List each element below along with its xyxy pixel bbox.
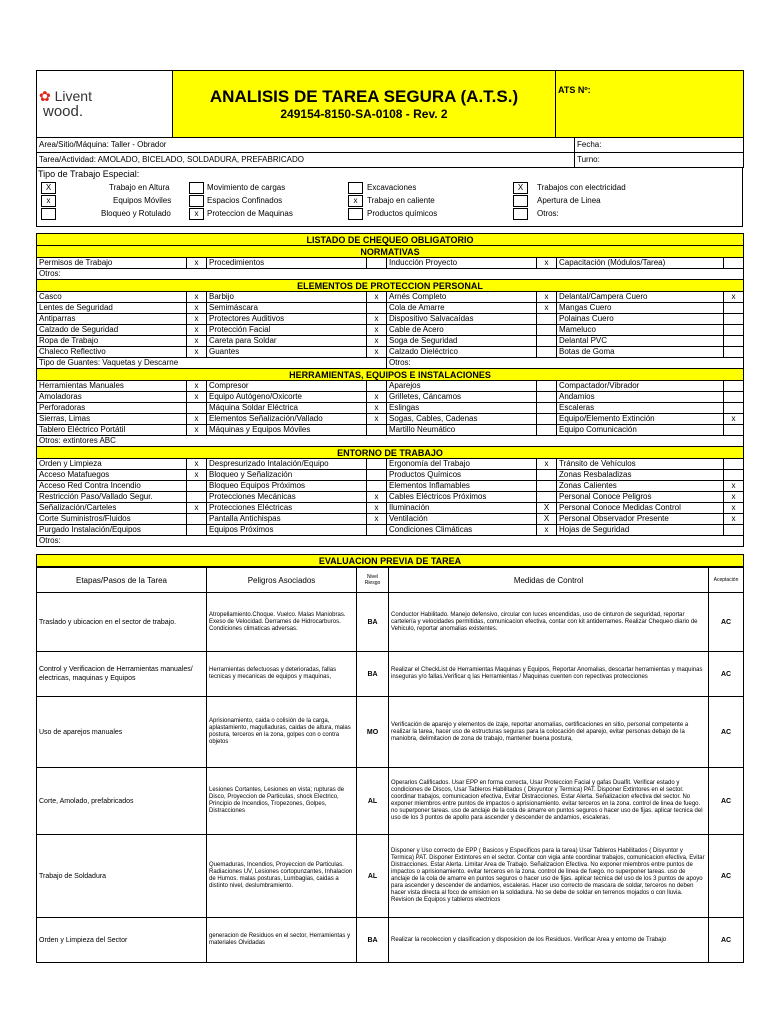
- page-title: ANALISIS DE TAREA SEGURA (A.T.S.): [209, 87, 519, 106]
- section-evaluacion: EVALUACION PREVIA DE TAREA: [37, 555, 744, 567]
- check-mark[interactable]: [537, 347, 557, 358]
- evaluation-row: [37, 593, 744, 652]
- check-mark[interactable]: [724, 381, 744, 392]
- medidas-cell: Operarios Calificados. Usar EPP en forma correcta, Usar Proteccion Facial y gafas Dualfit. Verificar estado y condiciones de Discos, Usar Tableros Habilitados ( Disyuntor y Termica) PAT. Disponer Extintores en el sector. coordinar trabajos, comunicacion efectiva, Evitar Distracciones. Estar Alerta. Señalizacion efectiva del sector. No exponer miembros entre puntos de impactos o aprisionamiento. evitar terceros en la zona. control de linea de fuego. no superponer tareas. uso de anclaje de la cola de amarre en puntos seguros o hacer uso de fijas. aplicar tecnica del uso de los 3 puntos de apollo para ascender y descender de andamios, escaleras.: [389, 768, 709, 835]
- item-label: Calzado de Seguridad: [37, 325, 187, 336]
- check-mark[interactable]: [537, 325, 557, 336]
- area-field: Area/Sitio/Máquina: Taller - Obrador: [37, 138, 575, 153]
- livent-mark-icon: ✿: [39, 88, 51, 104]
- etapa-cell: Uso de aparejos manuales: [37, 697, 207, 768]
- check-mark[interactable]: x: [187, 470, 207, 481]
- item-label: Despresurizado Intalación/Equipo: [207, 459, 367, 470]
- item-label: Delantal PVC: [557, 336, 724, 347]
- item-label: Bloqueo y Señalización: [207, 470, 367, 481]
- col-peligros: Peligros Asociados: [207, 568, 357, 593]
- item-label: Tránsito de Vehículos: [557, 459, 724, 470]
- herramienta-row: [37, 381, 744, 392]
- section-normativas: NORMATIVAS: [37, 246, 744, 258]
- item-label: Amoladoras: [37, 392, 187, 403]
- check-mark[interactable]: [724, 459, 744, 470]
- evaluation-row: [37, 918, 744, 963]
- nivel-cell: BA: [357, 918, 389, 963]
- aceptacion-cell: AC: [709, 768, 744, 835]
- check-mark[interactable]: x: [187, 392, 207, 403]
- entorno-row: [37, 514, 744, 525]
- section-epp: ELEMENTOS DE PROTECCION PERSONAL: [37, 280, 744, 292]
- label-equipos-moviles: Equipos Móviles: [113, 196, 172, 205]
- label-altura: Trabajo en Altura: [109, 183, 170, 192]
- entorno-row: [37, 525, 744, 536]
- ats-form: [36, 70, 743, 963]
- item-label: Cola de Amarre: [387, 303, 537, 314]
- peligros-cell: Quemaduras, Incendios, Proyeccion de Particulas. Radiaciones UV, Lesiones cortopunzantes, Inhalacion de Humos. malas posturas, Lumbagias, caidas a distinto nivel, deslumbramiento.: [207, 835, 357, 918]
- evaluation-table: [36, 554, 744, 567]
- label-espacios: Espacios Confinados: [207, 196, 283, 205]
- label-excavaciones: Excavaciones: [367, 183, 417, 192]
- check-mark[interactable]: [537, 392, 557, 403]
- item-label: Aparejos: [387, 381, 537, 392]
- checkbox-apertura[interactable]: [513, 195, 528, 207]
- label-otros: Otros:: [537, 209, 559, 218]
- label-proteccion-maq: Proteccion de Maquinas: [207, 209, 293, 218]
- check-mark[interactable]: X: [537, 514, 557, 525]
- item-label: Ventilación: [387, 514, 537, 525]
- nivel-cell: BA: [357, 593, 389, 652]
- checkbox-electricidad[interactable]: X: [513, 182, 528, 194]
- item-label: Lentes de Seguridad: [37, 303, 187, 314]
- item-label: Calzado Dieléctrico: [387, 347, 537, 358]
- item-label: Elementos Señalización/Vallado: [207, 414, 367, 425]
- check-mark[interactable]: x: [724, 292, 744, 303]
- medidas-cell: Disponer y Uso correcto de EPP ( Basicos y Especificos para la tarea) Usar Tableros Habilitados ( Disyuntor y Termica) PAT. Disponer Extintores en el sector. Contar con vigia ante coordinar trabajos, comunicacion efectiva, Evitar Distracciones. Estar Alerta. Limitar Area de Trabajo. Señalizacion Efectiva. No exponer miembros entre puntos de impactos o aprisionamiento. evitar terceros en la zona. control de linea de fuego. no superponer tareas. uso de anclaje de la cola de amarre en puntos seguros o hacer uso de fijas. aplicar tecnica del uso de los 3 puntos de apoyo para ascender y descender de andamios, escaleras. Hacer uso correcto de mascara de soldar, terceros no deben hacer vista directa al foco de emision en la soldadura. No se debe de soldar en terrenos mojados o con lluvia. Revision de Equipos y tableros electricos: [389, 835, 709, 918]
- item-label: Martillo Neumático: [387, 425, 537, 436]
- doc-code: 249154-8150-SA-0108 - Rev. 2: [280, 107, 448, 121]
- item-label: Elementos Inflamables: [387, 481, 537, 492]
- ats-number: ATS Nº:: [556, 71, 744, 138]
- check-mark[interactable]: x: [724, 414, 744, 425]
- aceptacion-cell: AC: [709, 918, 744, 963]
- item-label: Tablero Eléctrico Portátil: [37, 425, 187, 436]
- item-label: Protectores Auditivos: [207, 314, 367, 325]
- item-label: Mameluco: [557, 325, 724, 336]
- item-label: Ergonomía del Trabajo: [387, 459, 537, 470]
- item-label: Botas de Goma: [557, 347, 724, 358]
- item-label: Casco: [37, 292, 187, 303]
- etapa-cell: Corte, Amolado, prefabricados: [37, 768, 207, 835]
- check-mark[interactable]: x: [367, 392, 387, 403]
- item-label: Grilletes, Cáncamos: [387, 392, 537, 403]
- herramienta-row: [37, 392, 744, 403]
- item-label: Hojas de Seguridad: [557, 525, 724, 536]
- tarea-field: Tarea/Actividad: AMOLADO, BICELADO, SOLDADURA, PREFABRICADO: [37, 153, 575, 168]
- check-mark[interactable]: [724, 425, 744, 436]
- section-listado: LISTADO DE CHEQUEO OBLIGATORIO: [37, 234, 744, 246]
- item-label: Señalización/Carteles: [37, 503, 187, 514]
- label-mov-cargas: Movimiento de cargas: [207, 183, 286, 192]
- col-nivel: Nivel Riesgo: [357, 568, 389, 593]
- check-mark[interactable]: [537, 314, 557, 325]
- epp-row: [37, 303, 744, 314]
- evaluation-row: [37, 652, 744, 697]
- otros-field: Otros:: [37, 536, 744, 547]
- item-label: Guantes: [207, 347, 367, 358]
- label-quimicos: Productos químicos: [367, 209, 438, 218]
- check-mark[interactable]: [724, 314, 744, 325]
- entorno-row: [37, 481, 744, 492]
- herramienta-row: [37, 425, 744, 436]
- item-label: Acceso Red Contra Incendio: [37, 481, 187, 492]
- item-label: Escaleras: [557, 403, 724, 414]
- check-mark[interactable]: [724, 258, 744, 269]
- check-mark[interactable]: x: [187, 258, 207, 269]
- nivel-cell: AL: [357, 835, 389, 918]
- item-label: Equipo Autógeno/Oxicorte: [207, 392, 367, 403]
- epp-row: [37, 336, 744, 347]
- item-label: Pantalla Antichispas: [207, 514, 367, 525]
- etapa-cell: Orden y Limpieza del Sector: [37, 918, 207, 963]
- check-mark[interactable]: [724, 392, 744, 403]
- checkbox-quimicos[interactable]: [348, 208, 363, 220]
- check-mark[interactable]: [537, 425, 557, 436]
- peligros-cell: Atropellamiento.Choque. Vuelco. Malas Maniobras. Exeso de Velocidad. Derrames de Hidrocarburos. Condiciones climaticas adversas.: [207, 593, 357, 652]
- nivel-cell: AL: [357, 768, 389, 835]
- check-mark[interactable]: x: [187, 314, 207, 325]
- check-mark[interactable]: [724, 525, 744, 536]
- item-label: Inducción Proyecto: [387, 258, 537, 269]
- aceptacion-cell: AC: [709, 652, 744, 697]
- header-table: [36, 70, 744, 138]
- check-mark[interactable]: [367, 525, 387, 536]
- evaluation-row: [37, 768, 744, 835]
- item-label: Soga de Seguridad: [387, 336, 537, 347]
- check-mark[interactable]: [367, 470, 387, 481]
- check-mark[interactable]: [367, 258, 387, 269]
- otros-field: Otros: extintores ABC: [37, 436, 744, 447]
- item-label: Capacitación (Módulos/Tarea): [557, 258, 724, 269]
- etapa-cell: Traslado y ubicacion en el sector de trabajo.: [37, 593, 207, 652]
- check-mark[interactable]: x: [537, 292, 557, 303]
- label-electricidad: Trabajos con electricidad: [537, 183, 626, 192]
- otros-field: Otros:: [37, 269, 744, 280]
- check-mark[interactable]: X: [537, 503, 557, 514]
- peligros-cell: Herramientas defectuosas y deterioradas, fallas tecnicas y mecanicas de equipos y maquinas,: [207, 652, 357, 697]
- entorno-row: [37, 503, 744, 514]
- tipo-trabajo-section: [36, 168, 743, 227]
- checkbox-equipos-moviles[interactable]: x: [41, 195, 56, 207]
- item-label: Acceso Matafuegos: [37, 470, 187, 481]
- item-label: Ropa de Trabajo: [37, 336, 187, 347]
- check-mark[interactable]: x: [537, 258, 557, 269]
- label-caliente: Trabajo en caliente: [367, 196, 435, 205]
- item-label: Orden y Limpieza: [37, 459, 187, 470]
- item-label: Restricción Paso/Vallado Segur.: [37, 492, 187, 503]
- fecha-field: Fecha:: [575, 138, 744, 153]
- guantes-field: Tipo de Guantes: Vaquetas y Descarne: [37, 358, 387, 369]
- check-mark[interactable]: [724, 347, 744, 358]
- check-mark[interactable]: x: [367, 325, 387, 336]
- item-label: Personal Conoce Peligros: [557, 492, 724, 503]
- item-label: Eslingas: [387, 403, 537, 414]
- check-mark[interactable]: [724, 470, 744, 481]
- peligros-cell: Aprisionamiento, caida o colisión de la carga, aplastamiento, magulladuras, caidas de altura, malas postura, terceros en la zona, golpes con o contra objetos: [207, 697, 357, 768]
- check-mark[interactable]: [724, 336, 744, 347]
- item-label: Delantal/Campera Cuero: [557, 292, 724, 303]
- check-mark[interactable]: x: [187, 347, 207, 358]
- check-mark[interactable]: x: [367, 314, 387, 325]
- item-label: Zonas Resbaladizas: [557, 470, 724, 481]
- item-label: Personal Observador Presente: [557, 514, 724, 525]
- logo-text-livent: Livent: [54, 88, 92, 104]
- check-mark[interactable]: [537, 381, 557, 392]
- check-mark[interactable]: x: [187, 414, 207, 425]
- turno-field: Turno:: [575, 153, 744, 168]
- epp-row: [37, 292, 744, 303]
- check-mark[interactable]: [724, 403, 744, 414]
- livent-logo: [39, 88, 170, 104]
- medidas-cell: Conductor Habilitado. Manejo defensivo, circular con luces encendidas, uso de cinturon de seguridad, reportar cartelería y velocidades permitidas, comunicacion efectiva, contar con kit antiderrames. Realizar Chequeo diario de Vehiculo, reportar anomalias existentes.: [389, 593, 709, 652]
- check-mark[interactable]: x: [187, 459, 207, 470]
- item-label: Sogas, Cables, Cadenas: [387, 414, 537, 425]
- item-label: Perforadoras: [37, 403, 187, 414]
- check-mark[interactable]: [367, 425, 387, 436]
- check-mark[interactable]: x: [187, 425, 207, 436]
- check-mark[interactable]: x: [724, 481, 744, 492]
- check-mark[interactable]: x: [187, 303, 207, 314]
- check-mark[interactable]: [187, 403, 207, 414]
- check-mark[interactable]: x: [187, 325, 207, 336]
- check-mark[interactable]: x: [187, 336, 207, 347]
- title-cell: [173, 71, 556, 138]
- check-mark[interactable]: [367, 481, 387, 492]
- aceptacion-cell: AC: [709, 593, 744, 652]
- check-mark[interactable]: [724, 303, 744, 314]
- check-mark[interactable]: [187, 514, 207, 525]
- check-mark[interactable]: x: [367, 514, 387, 525]
- check-mark[interactable]: [537, 403, 557, 414]
- check-mark[interactable]: [537, 481, 557, 492]
- check-mark[interactable]: x: [537, 303, 557, 314]
- otros-field: Otros:: [387, 358, 744, 369]
- item-label: Compactador/Vibrador: [557, 381, 724, 392]
- item-label: Condiciones Climáticas: [387, 525, 537, 536]
- section-herramientas: HERRAMIENTAS, EQUIPOS E INSTALACIONES: [37, 369, 744, 381]
- peligros-cell: generacion de Residuos en el sector, Herramientas y materiales Olvidadas: [207, 918, 357, 963]
- section-entorno: ENTORNO DE TRABAJO: [37, 447, 744, 459]
- check-mark[interactable]: x: [537, 525, 557, 536]
- check-mark[interactable]: x: [367, 403, 387, 414]
- evaluation-grid: [36, 567, 744, 963]
- check-mark[interactable]: [367, 459, 387, 470]
- item-label: Procedimientos: [207, 258, 367, 269]
- aceptacion-cell: AC: [709, 697, 744, 768]
- tipo-label: Tipo de Trabajo Especial:: [38, 169, 140, 179]
- item-label: Equipo Comunicación: [557, 425, 724, 436]
- check-mark[interactable]: [537, 336, 557, 347]
- check-mark[interactable]: [537, 492, 557, 503]
- item-label: Semimáscara: [207, 303, 367, 314]
- check-mark[interactable]: x: [187, 381, 207, 392]
- item-label: Equipo/Elemento Extinción: [557, 414, 724, 425]
- col-etapas: Etapas/Pasos de la Tarea: [37, 568, 207, 593]
- wood-logo: wood.: [43, 103, 84, 120]
- check-mark[interactable]: [724, 325, 744, 336]
- item-label: Corte Suministros/Fluidos: [37, 514, 187, 525]
- logo: [37, 71, 173, 138]
- item-label: Careta para Soldar: [207, 336, 367, 347]
- item-label: Productos Químicos: [387, 470, 537, 481]
- check-mark[interactable]: [187, 481, 207, 492]
- check-mark[interactable]: x: [367, 292, 387, 303]
- col-aceptacion: Aceptación: [709, 568, 744, 593]
- evaluation-row: [37, 697, 744, 768]
- item-label: Bloqueo Equipos Próximos: [207, 481, 367, 492]
- check-mark[interactable]: x: [187, 503, 207, 514]
- entorno-row: [37, 459, 744, 470]
- check-mark[interactable]: [537, 414, 557, 425]
- etapa-cell: Control y Verificacion de Herramientas manuales/ electricas, maquinas y Equipos: [37, 652, 207, 697]
- epp-row: [37, 325, 744, 336]
- checklist-table: [36, 233, 744, 547]
- normativa-row: [37, 258, 744, 269]
- item-label: Protecciones Mecánicas: [207, 492, 367, 503]
- peligros-cell: Lesiones Cortantes, Lesiones en vista; rupturas de Disco, Proyeccion de Particulas, shock Electrico, Principio de Incendios, Tropezones, Golpes, Distracciones: [207, 768, 357, 835]
- checkbox-otros[interactable]: [513, 208, 528, 220]
- item-label: Barbijo: [207, 292, 367, 303]
- nivel-cell: BA: [357, 652, 389, 697]
- item-label: Arnés Completo: [387, 292, 537, 303]
- item-label: Mangas Cuero: [557, 303, 724, 314]
- check-mark[interactable]: x: [367, 414, 387, 425]
- epp-row: [37, 347, 744, 358]
- check-mark[interactable]: x: [724, 503, 744, 514]
- check-mark[interactable]: [367, 381, 387, 392]
- item-label: Cable de Acero: [387, 325, 537, 336]
- item-label: Personal Conoce Medidas Control: [557, 503, 724, 514]
- check-mark[interactable]: x: [187, 292, 207, 303]
- item-label: Cables Eléctricos Próximos: [387, 492, 537, 503]
- medidas-cell: Realizar la recoleccion y clasificacion y disposicion de los Residuos. Verificar Area y entorno de Trabajo: [389, 918, 709, 963]
- check-mark[interactable]: [187, 525, 207, 536]
- item-label: Dispositivo Salvacaídas: [387, 314, 537, 325]
- check-mark[interactable]: x: [537, 459, 557, 470]
- item-label: Máquinas y Equipos Móviles: [207, 425, 367, 436]
- check-mark[interactable]: x: [724, 492, 744, 503]
- checkbox-mov-cargas[interactable]: [189, 182, 204, 194]
- etapa-cell: Trabajo de Soldadura: [37, 835, 207, 918]
- nivel-cell: MO: [357, 697, 389, 768]
- item-label: Compresor: [207, 381, 367, 392]
- item-label: Protección Facial: [207, 325, 367, 336]
- item-label: Andamios: [557, 392, 724, 403]
- checkbox-bloqueo[interactable]: [41, 208, 56, 220]
- medidas-cell: Verificación de aparejo y elementos de izaje, reportar anomalías, certificaciones en sitio, personal competente a realizar la tarea, hacer uso de estructuras seguras para la colocación del aparejo, evitar personas debajo de la maniobra, delimitacion de zona de trabajo, mantener buena postura,: [389, 697, 709, 768]
- item-label: Purgado Instalación/Equipos: [37, 525, 187, 536]
- check-mark[interactable]: [367, 303, 387, 314]
- item-label: Protecciones Eléctricas: [207, 503, 367, 514]
- check-mark[interactable]: x: [367, 503, 387, 514]
- item-label: Equipos Próximos: [207, 525, 367, 536]
- check-mark[interactable]: [187, 492, 207, 503]
- check-mark[interactable]: x: [367, 347, 387, 358]
- label-bloqueo: Bloqueo y Rotulado: [101, 209, 171, 218]
- checkbox-espacios[interactable]: [189, 195, 204, 207]
- check-mark[interactable]: x: [367, 492, 387, 503]
- item-label: Iluminación: [387, 503, 537, 514]
- col-medidas: Medidas de Control: [389, 568, 709, 593]
- item-label: Zonas Calientes: [557, 481, 724, 492]
- aceptacion-cell: AC: [709, 835, 744, 918]
- medidas-cell: Realizar el CheckList de Herramientas Maquinas y Equipos, Reportar Anomalias, descartar herramientas y maquinas inseguras y/o fallas.Verificar q las Herramientas / Maquinas cuenten con repectivas protecciones: [389, 652, 709, 697]
- item-label: Sierras, Limas: [37, 414, 187, 425]
- checkbox-altura[interactable]: X: [41, 182, 56, 194]
- herramienta-row: [37, 414, 744, 425]
- evaluation-row: [37, 835, 744, 918]
- info-table: [36, 138, 744, 168]
- item-label: Permisos de Trabajo: [37, 258, 187, 269]
- check-mark[interactable]: [537, 470, 557, 481]
- check-mark[interactable]: x: [724, 514, 744, 525]
- item-label: Máquina Soldar Eléctrica: [207, 403, 367, 414]
- item-label: Chaleco Reflectivo: [37, 347, 187, 358]
- checkbox-caliente[interactable]: x: [348, 195, 363, 207]
- label-apertura: Apertura de Linea: [537, 196, 601, 205]
- item-label: Herramientas Manuales: [37, 381, 187, 392]
- checkbox-proteccion-maq[interactable]: x: [189, 208, 204, 220]
- herramienta-row: [37, 403, 744, 414]
- epp-row: [37, 314, 744, 325]
- checkbox-excavaciones[interactable]: [348, 182, 363, 194]
- entorno-row: [37, 492, 744, 503]
- check-mark[interactable]: x: [367, 336, 387, 347]
- item-label: Polainas Cuero: [557, 314, 724, 325]
- entorno-row: [37, 470, 744, 481]
- item-label: Antiparras: [37, 314, 187, 325]
